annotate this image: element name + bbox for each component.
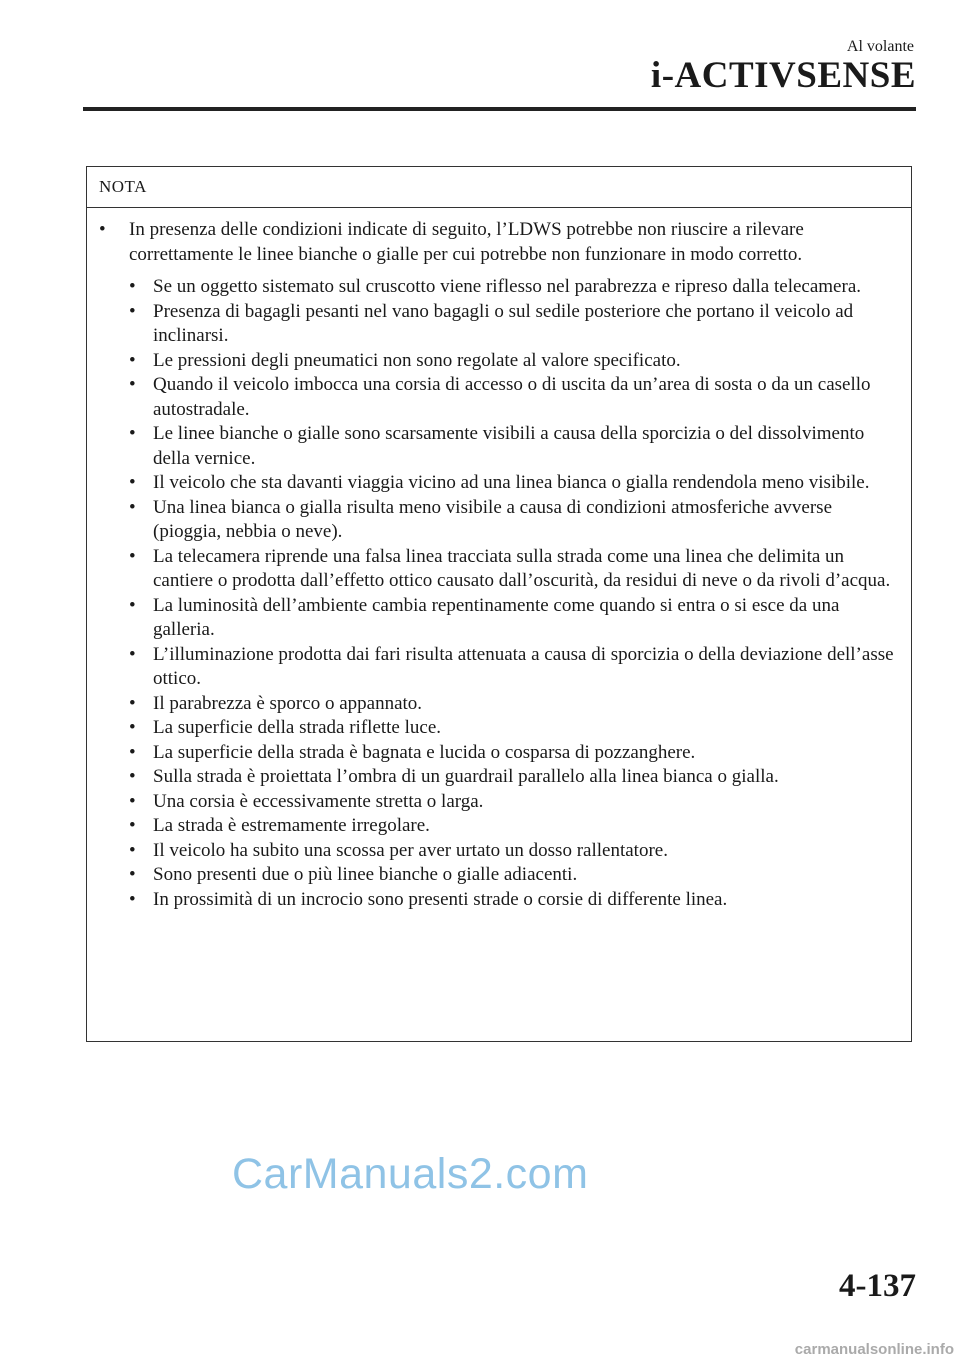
list-item-text: Una linea bianca o gialla risulta meno visibile a causa di condizioni atmosferiche avverse (pioggia, nebbia o neve). [153,496,832,542]
bullet-icon: • [129,374,136,395]
list-item [99,496,903,545]
list-item [99,765,903,790]
list-item-text: Sulla strada è proiettata l’ombra di un guardrail parallelo alla linea bianca o gialla. [153,766,779,787]
note-intro-text: In presenza delle condizioni indicate di seguito, l’LDWS potrebbe non riuscire a rilevare correttamente le linee bianche o gialle per cui potrebbe non funzionare in modo corretto. [129,219,804,265]
bullet-icon: • [129,766,136,787]
watermark-logo: CarManuals2.com [232,1150,589,1198]
bullet-icon: • [129,349,136,371]
list-item-text: La superficie della strada è bagnata e lucida o cosparsa di pozzanghere. [153,741,696,763]
note-title: NOTA [87,167,911,208]
list-item [99,275,903,300]
list-item [99,839,903,864]
list-item [99,814,903,839]
list-item-text: In prossimità di un incrocio sono presenti strade o corsie di differente linea. [153,888,728,910]
note-intro-item [99,218,903,267]
list-item-text: La strada è estremamente irregolare. [153,815,430,836]
list-item-text: Una corsia è eccessivamente stretta o larga. [153,790,484,812]
bullet-icon: • [129,545,136,567]
list-item [99,300,903,349]
list-item [99,716,903,741]
bullet-icon: • [129,276,136,297]
bullet-icon: • [129,300,136,322]
list-item-text: Le linee bianche o gialle sono scarsamente visibili a causa della sporcizia o del dissolvimento della vernice. [153,423,865,469]
list-item-text: Il parabrezza è sporco o appannato. [153,692,423,714]
list-item-text: La superficie della strada riflette luce. [153,717,442,738]
list-item-text: Presenza di bagagli pesanti nel vano bagagli o sul sedile posteriore che portano il veicolo ad inclinarsi. [153,300,854,346]
bullet-icon: • [129,839,136,861]
bullet-icon: • [129,496,136,518]
list-item [99,863,903,888]
bullet-icon: • [129,790,136,812]
bullet-icon: • [129,472,136,493]
list-item [99,741,903,766]
list-item [99,471,903,496]
list-item-text: Se un oggetto sistemato sul cruscotto viene riflesso nel parabrezza e ripreso dalla telecamera. [153,276,862,297]
bullet-icon: • [129,717,136,738]
conditions-list [99,275,903,912]
bullet-icon: • [129,815,136,836]
list-item [99,349,903,374]
bullet-icon: • [129,692,136,714]
list-item [99,790,903,815]
list-item [99,692,903,717]
list-item-text: La telecamera riprende una falsa linea tracciata sulla strada come una linea che delimita un cantiere o prodotta dall’effetto ottico causato dall’oscurità, da residui di neve o da rivoli d’acqua. [153,545,891,591]
note-body [87,208,911,912]
bullet-icon: • [129,741,136,763]
list-item-text: La luminosità dell’ambiente cambia repentinamente come quando si entra o si esce da una galleria. [153,594,840,640]
list-item-text: Il veicolo ha subito una scossa per aver urtato un dosso rallentatore. [153,839,668,861]
list-item-text: Quando il veicolo imbocca una corsia di accesso o di uscita da un’area di sosta o da un casello autostradale. [153,374,871,420]
list-item [99,545,903,594]
list-item [99,594,903,643]
footer-watermark: carmanualsonline.info [794,1341,954,1358]
note-box [86,166,912,1042]
header-divider [83,107,916,111]
list-item-text: L’illuminazione prodotta dai fari risulta attenuata a causa di sporcizia o della deviazione dell’asse ottico. [153,643,894,689]
bullet-icon: • [129,594,136,616]
section-label: Al volante [846,38,914,55]
list-item-text: Le pressioni degli pneumatici non sono regolate al valore specificato. [153,349,681,371]
bullet-icon: • [129,864,136,885]
list-item [99,888,903,913]
list-item-text: Il veicolo che sta davanti viaggia vicino ad una linea bianca o gialla rendendola meno visibile. [153,472,870,493]
list-item [99,373,903,422]
list-item-text: Sono presenti due o più linee bianche o gialle adiacenti. [153,864,578,885]
main-bullet: • [99,219,106,240]
chapter-title: i-ACTIVSENSE [650,55,916,96]
list-item [99,643,903,692]
bullet-icon: • [129,423,136,444]
list-item [99,422,903,471]
bullet-icon: • [129,888,136,910]
page-number: 4-137 [839,1268,916,1304]
bullet-icon: • [129,643,136,665]
